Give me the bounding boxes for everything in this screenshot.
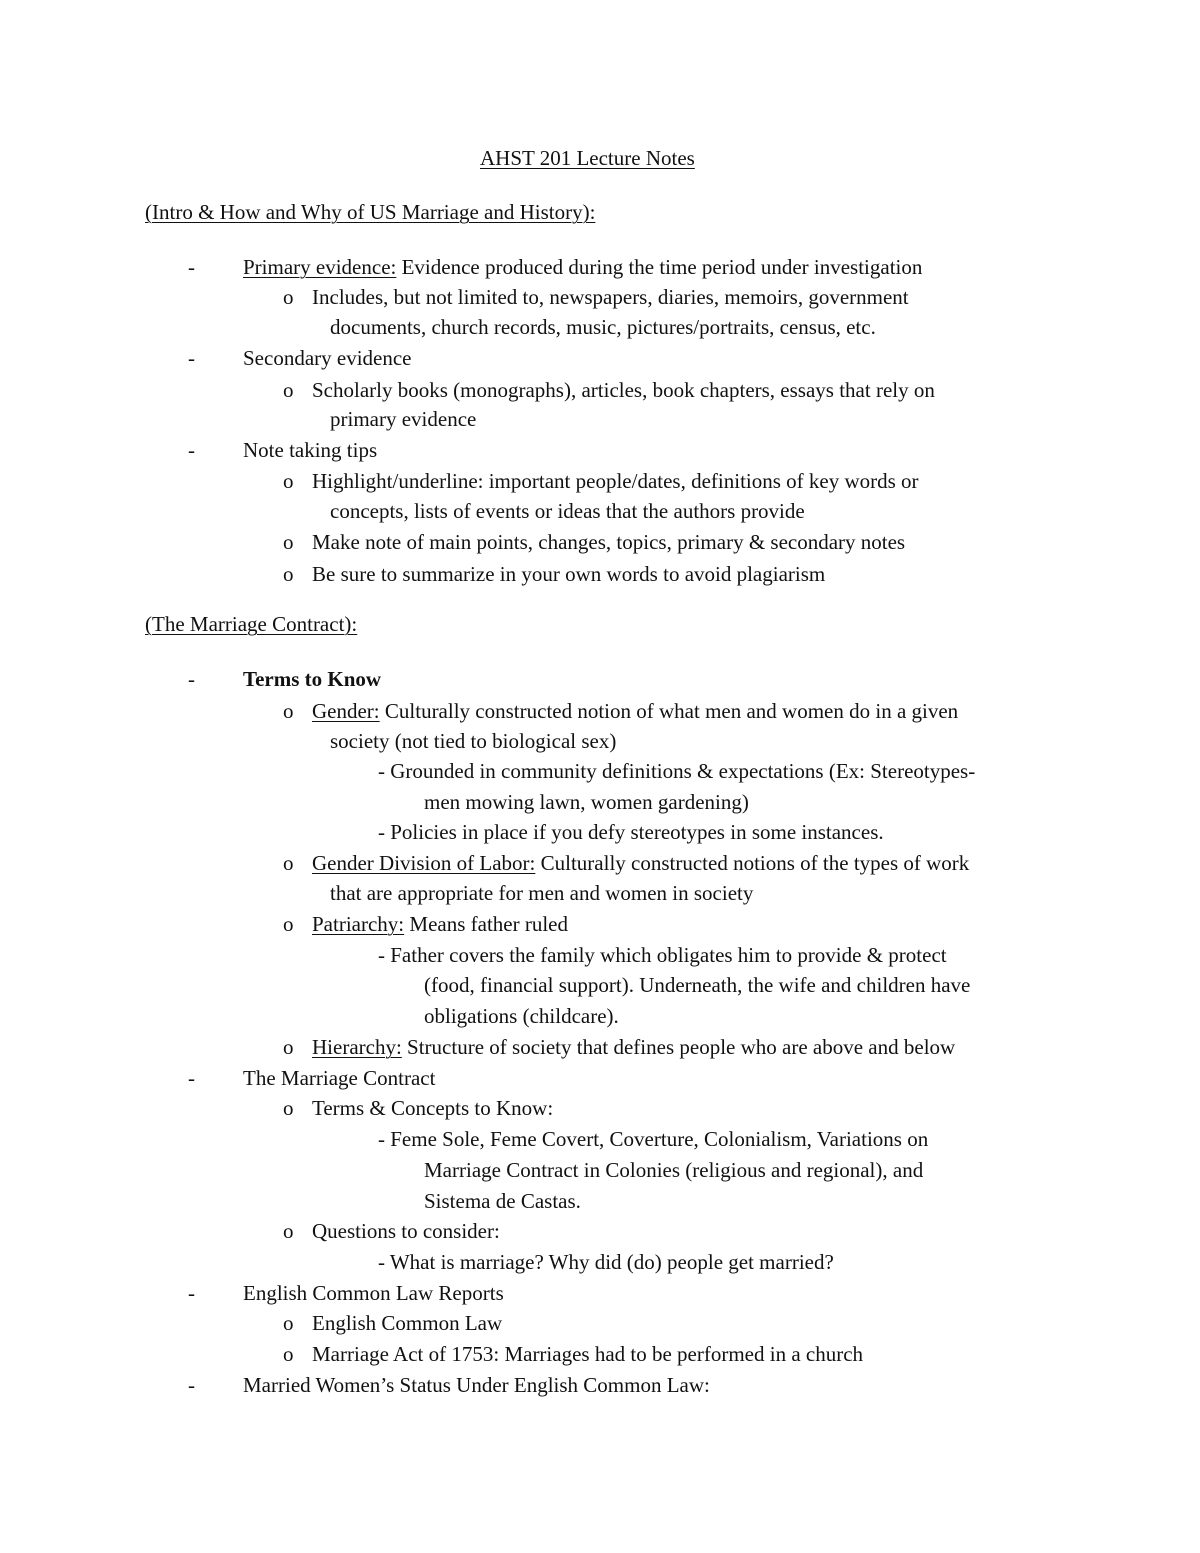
circle-bullet: o [283,1311,294,1335]
list-item-note-taking-tips: Note taking tips [243,438,378,462]
dash-bullet: - [188,667,195,691]
circle-bullet: o [283,530,294,554]
definition-text: Culturally constructed notions of the types of work [535,851,970,875]
list-item-secondary-evidence: Secondary evidence [243,346,412,370]
detail-line: obligations (childcare). [424,1004,619,1028]
sub-item-line: Includes, but not limited to, newspapers, diaries, memoirs, government [312,285,909,309]
dash-bullet: - [188,1066,195,1090]
detail-line: - What is marriage? Why did (do) people get married? [378,1250,834,1274]
circle-bullet: o [283,1035,294,1059]
sub-item-line: Terms & Concepts to Know: [312,1096,554,1120]
detail-line: - Policies in place if you defy stereotypes in some instances. [378,820,884,844]
sub-item-line: documents, church records, music, pictures/portraits, census, etc. [330,315,876,339]
term-primary-evidence: Primary evidence: [243,255,397,279]
definition-text: Culturally constructed notion of what men and women do in a given [379,699,959,723]
sub-item-line: Scholarly books (monographs), articles, book chapters, essays that rely on [312,378,935,402]
section-heading-text: (The Marriage Contract): [145,612,358,636]
detail-line: - Father covers the family which obligates him to provide & protect [378,943,947,967]
sub-item-line: Highlight/underline: important people/dates, definitions of key words or [312,469,919,493]
dash-bullet: - [188,1373,195,1397]
sub-item-line: Be sure to summarize in your own words to avoid plagiarism [312,562,826,586]
definition-text: Evidence produced during the time period under investigation [396,255,923,279]
detail-line: Sistema de Castas. [424,1189,581,1213]
sub-item-line: primary evidence [330,407,477,431]
sub-item-line: English Common Law [312,1311,503,1335]
detail-line: Marriage Contract in Colonies (religious and regional), and [424,1158,924,1182]
detail-line: - Grounded in community definitions & expectations (Ex: Stereotypes- [378,759,976,783]
dash-bullet: - [188,346,195,370]
circle-bullet: o [283,699,294,723]
detail-line: - Feme Sole, Feme Covert, Coverture, Colonialism, Variations on [378,1127,929,1151]
section-heading-text: (Intro & How and Why of US Marriage and History): [145,200,596,224]
detail-line: men mowing lawn, women gardening) [424,790,749,814]
title-text: AHST 201 Lecture Notes [480,146,695,170]
circle-bullet: o [283,562,294,586]
dash-bullet: - [188,438,195,462]
definition-text: Structure of society that defines people who are above and below [401,1035,956,1059]
circle-bullet: o [283,912,294,936]
term-gender-division-of-labor: Gender Division of Labor: [312,851,536,875]
list-item-primary-evidence [243,257,922,278]
sub-item-line: society (not tied to biological sex) [330,729,617,753]
circle-bullet: o [283,851,294,875]
list-item-marriage-contract: The Marriage Contract [243,1066,436,1090]
term-item-patriarchy [312,914,568,935]
circle-bullet: o [283,469,294,493]
term-item-gender [312,701,958,722]
sub-item-line: concepts, lists of events or ideas that the authors provide [330,499,805,523]
sub-item-line: Marriage Act of 1753: Marriages had to be performed in a church [312,1342,864,1366]
dash-bullet: - [188,1281,195,1305]
circle-bullet: o [283,1219,294,1243]
dash-bullet: - [188,255,195,279]
list-item-married-womens-status: Married Women’s Status Under English Common Law: [243,1373,710,1397]
circle-bullet: o [283,378,294,402]
section-heading-intro [145,202,595,223]
term-gender: Gender: [312,699,380,723]
term-hierarchy: Hierarchy: [312,1035,402,1059]
section-heading-marriage-contract [145,614,357,635]
term-item-hierarchy [312,1037,955,1058]
list-item-terms-to-know: Terms to Know [243,667,382,691]
definition-text: Means father ruled [404,912,568,936]
list-item-english-common-law-reports: English Common Law Reports [243,1281,504,1305]
sub-item-line: Questions to consider: [312,1219,500,1243]
term-item-gender-division-of-labor [312,853,969,874]
document-title [480,148,695,169]
sub-item-line: Make note of main points, changes, topics, primary & secondary notes [312,530,906,554]
circle-bullet: o [283,1096,294,1120]
detail-line: (food, financial support). Underneath, the wife and children have [424,973,971,997]
term-patriarchy: Patriarchy: [312,912,405,936]
circle-bullet: o [283,285,294,309]
circle-bullet: o [283,1342,294,1366]
sub-item-line: that are appropriate for men and women in society [330,881,754,905]
